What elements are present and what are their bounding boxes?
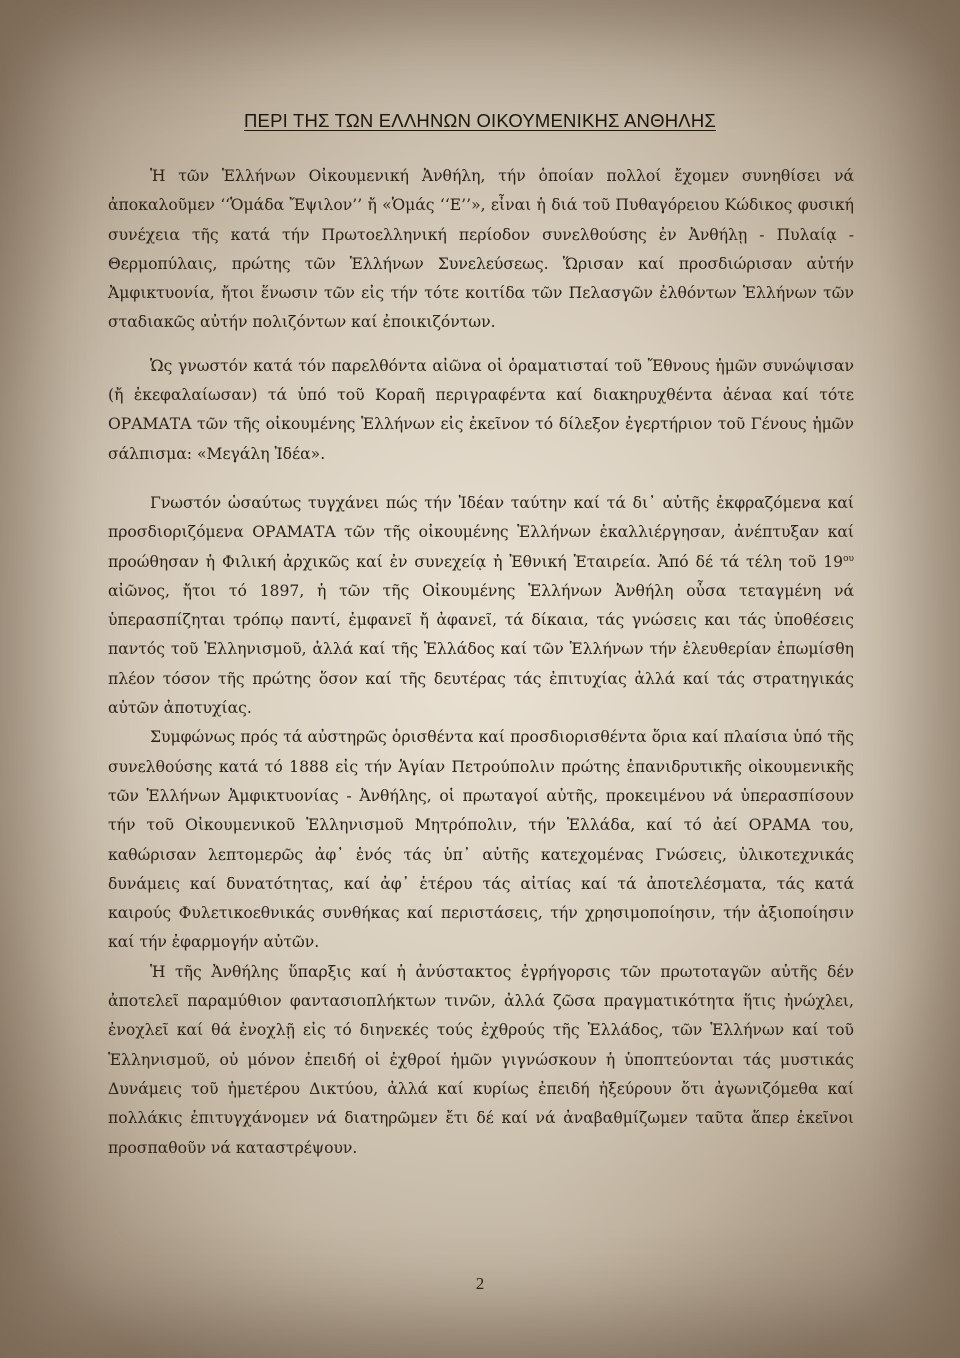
paragraph-1: Ἡ τῶν Ἑλλήνων Οἰκουμενική Ἀνθήλη, τήν ὁποίαν πολλοί ἔχομεν συνηθίσει νά ἀποκαλοῦμεν ‘‘Ὁμάδα Ἔψιλον’’ ἤ «Ὁμάς ‘‘Ε’’», εἶναι ἡ διά τοῦ Πυθαγόρειου Κώδικος φυσική συνέχεια τῆς κατά τήν Πρωτοελληνική περίοδον συνελθούσης ἐν Ἀνθήλῃ - Πυλαίᾳ - Θερμοπύλαις, πρώτης τῶν Ἑλλήνων Συνελεύσεως. Ὥρισαν καί προσδιώρισαν αὐτήν Ἀμφικτυονία, ἤτοι ἕνωσιν τῶν εἰς τήν τότε κοιτίδα τῶν Πελασγῶν ἐλθόντων Ἑλλήνων τῶν σταδιακῶς αὐτήν πολιζόντων καί ἐποικιζόντων. — [108, 167, 854, 332]
paragraph-3 — [108, 489, 854, 723]
paragraph-4: Συμφώνως πρός τά αὐστηρῶς ὁρισθέντα καί προσδιορισθέντα ὅρια καί πλαίσια ὑπό τῆς συνελθούσης κατά τό 1888 εἰς τήν Ἁγίαν Πετρούπολιν πρώτης ἐπανιδρυτικῆς οἰκουμενικῆς τῶν Ἑλλήνων Ἀμφικτυονίας - Ἀνθήλης, οἱ πρωταγοί αὐτῆς, προκειμένου νά ὑπερασπίσουν τήν τοῦ Οἰκουμενικοῦ Ἑλληνισμοῦ Μητρόπολιν, τήν Ἑλλάδα, καί τό ἀεί ΟΡΑΜΑ του, καθώρισαν λεπτομερῶς ἀφ᾽ ἑνός τάς ὑπ᾽ αὐτῆς κατεχομένας Γνώσεις, ὑλικοτεχνικάς δυνάμεις καί δυνατότητας, καί ἀφ᾽ ἑτέρου τάς αἰτίας καί τά ἀποτελέσματα, τάς κατά καιρούς Φυλετικοεθνικάς συνθήκας καί περιστάσεις, τήν χρησιμοποίησιν, τήν ἀξιοποίησιν καί τήν ἐφαρμογήν αὐτῶν. — [108, 728, 854, 952]
paragraph-5: Ἡ τῆς Ἀνθήλης ὕπαρξις καί ἡ ἀνύστακτος ἐγρήγορσις τῶν πρωτοταγῶν αὐτῆς δέν ἀποτελεῖ παραμύθιον φαντασιοπλήκτων τινῶν, ἀλλά ζῶσα πραγματικότητα ἥτις ἠνώχλει, ἐνοχλεῖ καί θά ἐνοχλῇ εἰς τό διηνεκές τούς ἐχθρούς τῆς Ἑλλάδος, τῶν Ἑλλήνων καί τοῦ Ἑλληνισμοῦ, οὐ μόνον ἐπειδή οἱ ἐχθροί ἡμῶν γιγνώσκουν ἡ ὑποπτεύονται τάς μυστικάς Δυνάμεις τοῦ ἡμετέρου Δικτύου, ἀλλά καί κυρίως ἐπειδή ἠξεύρουν ὅτι ἀγωνιζόμεθα καί πολλάκις ἐπιτυγχάνομεν νά διατηρῶμεν ἔτι δέ καί νά ἀναβαθμίζωμεν ταῦτα ἅπερ ἐκεῖνοι προσπαθοῦν νά καταστρέψουν. — [108, 962, 854, 1157]
document-title: ΠΕΡΙ ΤΗΣ ΤΩΝ ΕΛΛΗΝΩΝ ΟΙΚΟΥΜΕΝΙΚΗΣ ΑΝΘΗΛΗΣ — [243, 110, 717, 131]
paragraph-3-part-2: αἰῶνος, ἤτοι τό 1897, ἡ τῶν τῆς Οἰκουμένης Ἑλλήνων Ἀνθήλη οὖσα τεταγμένη νά ὑπερασπίζηται τρόπῳ παντί, ἐμφανεῖ ἤ ἀφανεῖ, τά δίκαια, τάς γνώσεις και τάς ὑποθέσεις παντός τοῦ Ἑλληνισμοῦ, ἀλλά καί τῆς Ἑλλάδος καί τῶν Ἑλλήνων τήν ἐλευθερίαν ἐπωμίσθη πλέον τόσον τῆς πρώτης ὅσον καί τῆς δευτέρας τάς ἐπιτυχίας ἀλλά καί τάς στρατηγικάς αὐτῶν ἀποτυχίας. — [108, 581, 854, 718]
page-number: 2 — [475, 1274, 485, 1293]
document-body — [108, 162, 854, 1163]
paragraph-3-superscript: ου — [843, 553, 854, 564]
paragraph-2: Ὡς γνωστόν κατά τόν παρελθόντα αἰῶνα οἱ ὁραματισταί τοῦ Ἔθνους ἡμῶν συνώψισαν (ἤ ἐκεφαλαίωσαν) τά ὑπό τοῦ Κοραῆ περιγραφέντα καί διακηρυχθέντα ἀέναα καί τότε ΟΡΑΜΑΤΑ τῶν τῆς οἰκουμένης Ἑλλήνων εἰς ἐκεῖνον τό δίλεξον ἐγερτήριον τοῦ Γένους ἡμῶν σάλπισμα: «Μεγάλη Ἰδέα». — [108, 356, 854, 463]
paragraph-3-part-1: Γνωστόν ὡσαύτως τυγχάνει πώς τήν Ἰδέαν ταύτην καί τά δι᾽ αὐτῆς ἐκφραζόμενα καί προσδιοριζόμενα ΟΡΑΜΑΤΑ τῶν τῆς οἰκουμένης Ἑλλήνων ἐκαλλιέργησαν, ἀνέπτυξαν καί προώθησαν ἡ Φιλική ἀρχικῶς καί ἐν συνεχείᾳ ἡ Ἐθνική Ἑταιρεία. Ἀπό δέ τά τέλη τοῦ 19 — [108, 493, 854, 571]
